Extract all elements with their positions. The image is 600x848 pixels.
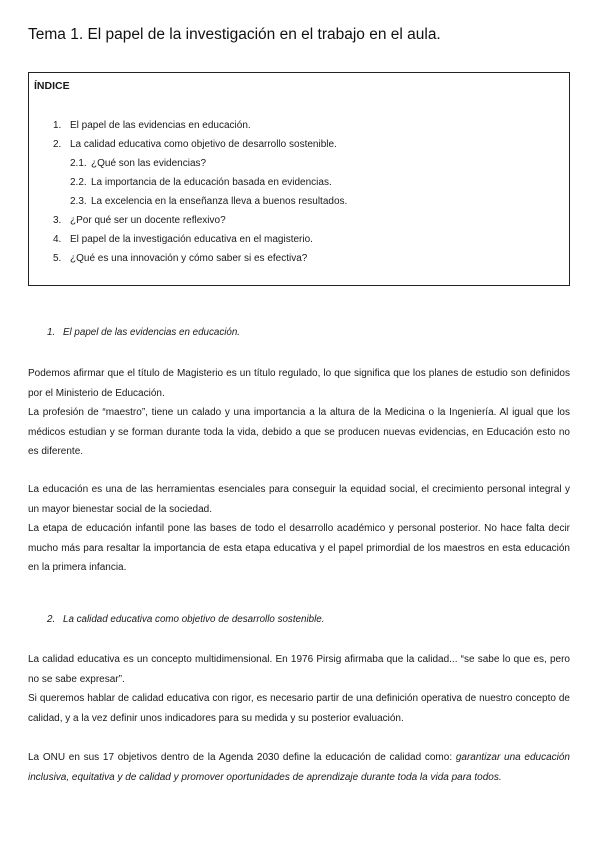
- index-item-number: 2.1.: [70, 158, 87, 169]
- index-item-text: ¿Por qué ser un docente reflexivo?: [70, 215, 226, 226]
- section-2-paragraph-1: [28, 650, 570, 728]
- page-title: Tema 1. El papel de la investigación en el trabajo en el aula.: [28, 26, 441, 43]
- index-item-number: 4.: [53, 234, 62, 245]
- index-item: [53, 139, 337, 150]
- index-item-number: 2.: [53, 139, 62, 150]
- index-item-number: 5.: [53, 253, 62, 264]
- index-item-text: El papel de las evidencias en educación.: [70, 120, 251, 131]
- paragraph-text: La educación es una de las herramientas esenciales para conseguir la equidad social, el crecimiento personal integral y un mayor bienestar social de la sociedad.: [28, 484, 570, 515]
- index-item-text: El papel de la investigación educativa en el magisterio.: [70, 234, 313, 245]
- index-item-number: 2.2.: [70, 177, 87, 188]
- index-box: [28, 72, 570, 286]
- paragraph-text: Podemos afirmar que el título de Magisterio es un título regulado, lo que significa que los planes de estudio son definidos por el Ministerio de Educación.: [28, 368, 570, 399]
- index-item-text: ¿Qué son las evidencias?: [91, 158, 207, 169]
- index-item: [53, 120, 251, 131]
- index-heading: ÍNDICE: [34, 80, 70, 92]
- index-item-text: ¿Qué es una innovación y cómo saber si es efectiva?: [70, 253, 308, 264]
- paragraph-text: La calidad educativa es un concepto multidimensional. En 1976 Pirsig afirmaba que la calidad... “se sabe lo que es, pero no se sabe expresar”.: [28, 654, 570, 685]
- index-item: [53, 234, 313, 245]
- paragraph-plain-text: La ONU en sus 17 objetivos dentro de la Agenda 2030 define la educación de calidad como:: [28, 752, 456, 763]
- index-item: [53, 215, 226, 226]
- section-number: 1.: [47, 327, 56, 338]
- section-2-heading: [47, 614, 324, 625]
- paragraph-text: Si queremos hablar de calidad educativa con rigor, es necesario partir de una definición operativa de nuestro concepto de calidad, y a la vez definir unos indicadores para su medida y su posterior evaluación.: [28, 693, 570, 724]
- index-subitem: [70, 158, 206, 169]
- index-subitem: [70, 196, 347, 207]
- paragraph-text: La etapa de educación infantil pone las bases de todo el desarrollo académico y personal posterior. No hace falta decir mucho más para resaltar la importancia de esta etapa educativa y el papel primordial de los maestros en esta educación en la primera infancia.: [28, 523, 570, 573]
- section-2-paragraph-2: [28, 748, 570, 787]
- index-item-text: La calidad educativa como objetivo de desarrollo sostenible.: [70, 139, 337, 150]
- index-item-text: La excelencia en la enseñanza lleva a buenos resultados.: [91, 196, 348, 207]
- paragraph-text: La profesión de “maestro”, tiene un calado y una importancia a la altura de la Medicina o la Ingeniería. Al igual que los médicos estudian y se forman durante toda la vida, debido a que se producen nuevas evidencias, en Educación esto no es diferente.: [28, 407, 570, 457]
- paragraph-text: [28, 748, 570, 787]
- index-item-text: La importancia de la educación basada en evidencias.: [91, 177, 332, 188]
- index-subitem: [70, 177, 332, 188]
- section-number: 2.: [47, 614, 56, 625]
- section-1-paragraph-1: [28, 364, 570, 462]
- index-item-number: 2.3.: [70, 196, 87, 207]
- quoted-definition: garantizar una educación inclusiva, equitativa y de calidad y promover oportunidades de aprendizaje durante toda la vida para todos.: [28, 752, 570, 783]
- section-1-paragraph-2: [28, 480, 570, 578]
- index-item-number: 3.: [53, 215, 62, 226]
- index-item: [53, 253, 307, 264]
- section-title: El papel de las evidencias en educación.: [63, 327, 241, 338]
- index-item-number: 1.: [53, 120, 62, 131]
- section-1-heading: [47, 327, 240, 338]
- section-title: La calidad educativa como objetivo de desarrollo sostenible.: [63, 614, 325, 625]
